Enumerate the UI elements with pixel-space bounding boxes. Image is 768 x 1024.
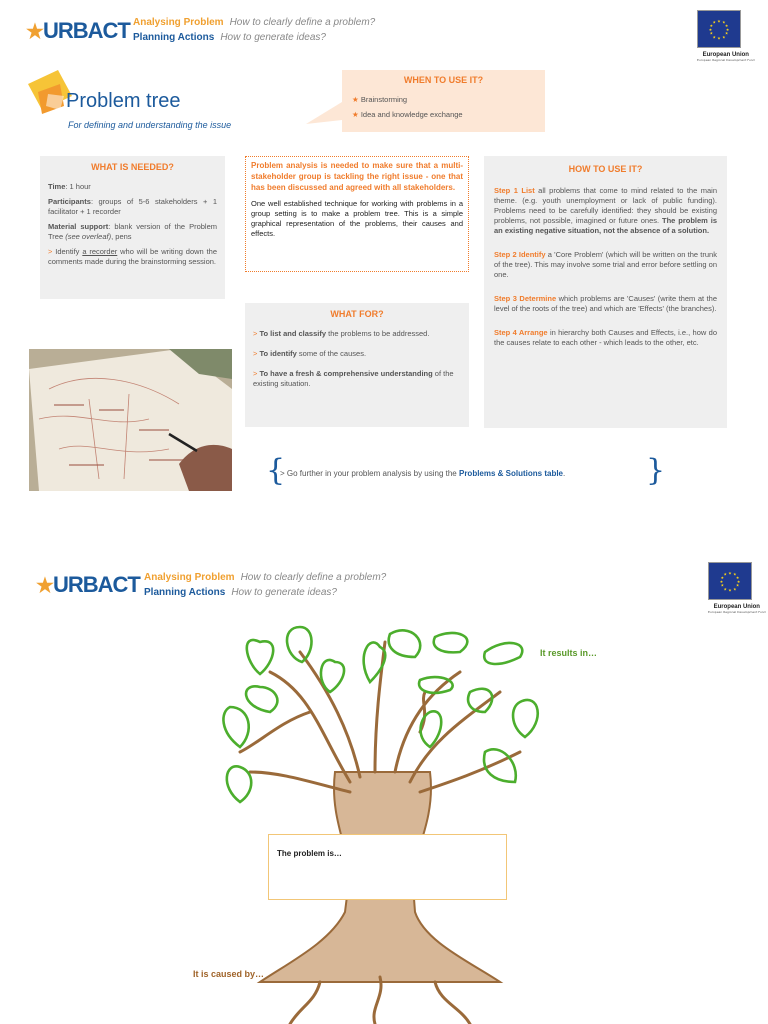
star-icon: ★	[352, 95, 359, 104]
step-2: Step 2 Identify a 'Core Problem' (which will be written on the trunk of the tree). This may involve some trial and error before settling on one.	[494, 250, 717, 279]
svg-text:★: ★	[724, 23, 729, 29]
intro-body: One well established technique for working with problems in a group setting is to make a problem tree. This is a simple graphical representation of the problems, their causes and effects.	[251, 199, 463, 238]
brace-left-icon: {	[266, 453, 286, 488]
svg-text:★: ★	[735, 582, 740, 588]
svg-text:★: ★	[709, 23, 714, 29]
when-to-use-box: WHEN TO USE IT? ★ Brainstorming ★ Idea and knowledge exchange	[342, 70, 545, 132]
header-line-2: Planning Actions How to generate ideas?	[133, 32, 326, 43]
step-4: Step 4 Arrange in hierarchy both Causes and Effects, i.e., how do the causes relate to each other - which leads to the other, etc.	[494, 328, 718, 347]
svg-text:★: ★	[733, 571, 737, 577]
star-icon: ★	[36, 575, 53, 597]
problems-solutions-link[interactable]: Problems & Solutions table	[458, 469, 563, 478]
star-icon: ★	[26, 21, 43, 43]
page-title: Problem tree	[66, 90, 181, 112]
problem-tree-drawing	[180, 612, 580, 1024]
svg-text:★: ★	[725, 26, 730, 32]
problem-box	[268, 834, 507, 900]
eu-flag	[697, 10, 755, 62]
intro-highlight: Problem analysis is needed to make sure that a multi-stakeholder group is tackling the right issue - one that has been discussed and agreed with all stakeholders.	[251, 161, 463, 192]
svg-text:★: ★	[724, 30, 729, 36]
workshop-photo	[29, 349, 232, 491]
svg-text:★: ★	[728, 570, 732, 576]
whatfor-item: > To identify some of the causes.	[253, 349, 367, 358]
results-label: It results in…	[540, 648, 598, 658]
header-line-1: Analysing Problem How to clearly define a problem?	[133, 17, 376, 28]
svg-text:★: ★	[712, 34, 716, 40]
urbact-logo: ★URBACT	[36, 572, 140, 597]
svg-text:★: ★	[712, 19, 716, 25]
svg-text:★: ★	[736, 578, 741, 584]
whatfor-item: > To have a fresh & comprehensive understanding of the existing situation.	[253, 369, 454, 388]
how-to-use-box: HOW TO USE IT? Step 1 List all problems that come to mind related to the main theme. (e.g. youth unemployment or lack of public funding). Problems need to be carefully identified: they should be existing problems, not possible, imagined or future ones. The problem is an existing negative situation, not the absence of a solution. Step 2 Identify a 'Core Problem' (which will be written on the trunk of the tree). This may involve some trial and error before settling on one. Step 3 Determine which problems are 'Causes' (write them at the level of the roots of the tree) and which are 'Effects' (the branches). Step 4 Arrange in hierarchy both Causes and Effects, i.e., how do the causes relate to each other - which leads to the other, etc.	[484, 156, 727, 428]
intro-box	[245, 156, 469, 272]
eu-flag	[708, 562, 766, 614]
problem-label: The problem is…	[277, 849, 342, 858]
svg-text:★: ★	[720, 582, 725, 588]
page-subtitle: For defining and understanding the issue	[68, 120, 232, 130]
svg-text:★: ★	[717, 35, 721, 41]
svg-text:★: ★	[722, 34, 726, 40]
header-line-2: Planning Actions How to generate ideas?	[144, 587, 337, 598]
svg-text:★: ★	[717, 18, 721, 24]
header-line-1: Analysing Problem How to clearly define a problem?	[144, 572, 387, 583]
svg-text:★: ★	[719, 578, 724, 584]
when-item: ★ Idea and knowledge exchange	[352, 110, 463, 119]
needed-identify: > Identify a recorder who will be writing down the comments made during the brainstorming session.	[48, 247, 218, 266]
svg-text:★: ★	[720, 575, 725, 581]
eu-label: European Union	[713, 604, 760, 610]
eu-sublabel: European Regional Development Fund	[708, 610, 766, 614]
callout-pointer	[306, 100, 346, 128]
eu-sublabel: European Regional Development Fund	[697, 58, 755, 62]
brace-right-icon: }	[646, 453, 666, 488]
svg-text:★: ★	[735, 575, 740, 581]
svg-text:★: ★	[722, 19, 726, 25]
svg-text:★: ★	[728, 587, 732, 593]
go-further-text: > Go further in your problem analysis by using the Problems & Solutions table.	[280, 469, 566, 478]
needed-time: Time: 1 hour	[48, 182, 91, 191]
whatfor-item: > To list and classify the problems to be addressed.	[253, 329, 430, 338]
what-is-needed-box: WHAT IS NEEDED? Time: 1 hour Participants: groups of 5-6 stakeholders + 1 facilitator + 1 recorder Material support: blank version of the Problem Tree (see overleaf), pens > Identify a recorder who will be writing down the comments made during the brainstorming session.	[40, 156, 225, 299]
star-icon: ★	[352, 110, 359, 119]
svg-text:★: ★	[723, 586, 727, 592]
needed-material: Material support: blank version of the Problem Tree (see overleaf), pens	[48, 222, 217, 241]
eu-label: European Union	[702, 52, 749, 58]
what-for-box: WHAT FOR? > To list and classify the problems to be addressed. > To identify some of the causes. > To have a fresh & comprehensive understanding of the existing situation.	[245, 303, 469, 427]
urbact-logo: ★URBACT	[26, 18, 130, 43]
step-1: Step 1 List all problems that come to mind related to the main theme. (e.g. youth unemployment or lack of public funding). Problems need to be carefully identified: they should be existing problems, not possible, imagined or future ones. The problem is an existing negative situation, not the absence of a solution.	[494, 186, 717, 235]
svg-text:★: ★	[733, 586, 737, 592]
svg-text:★: ★	[709, 30, 714, 36]
caused-label: It is caused by…	[193, 969, 265, 979]
svg-text:★: ★	[708, 26, 713, 32]
when-item: ★ Brainstorming	[352, 95, 408, 104]
step-3: Step 3 Determine which problems are 'Causes' (write them at the level of the roots of the tree) and which are 'Effects' (the branches).	[494, 294, 717, 313]
needed-participants: Participants: groups of 5-6 stakeholders + 1 facilitator + 1 recorder	[48, 197, 217, 216]
svg-text:★: ★	[723, 571, 727, 577]
